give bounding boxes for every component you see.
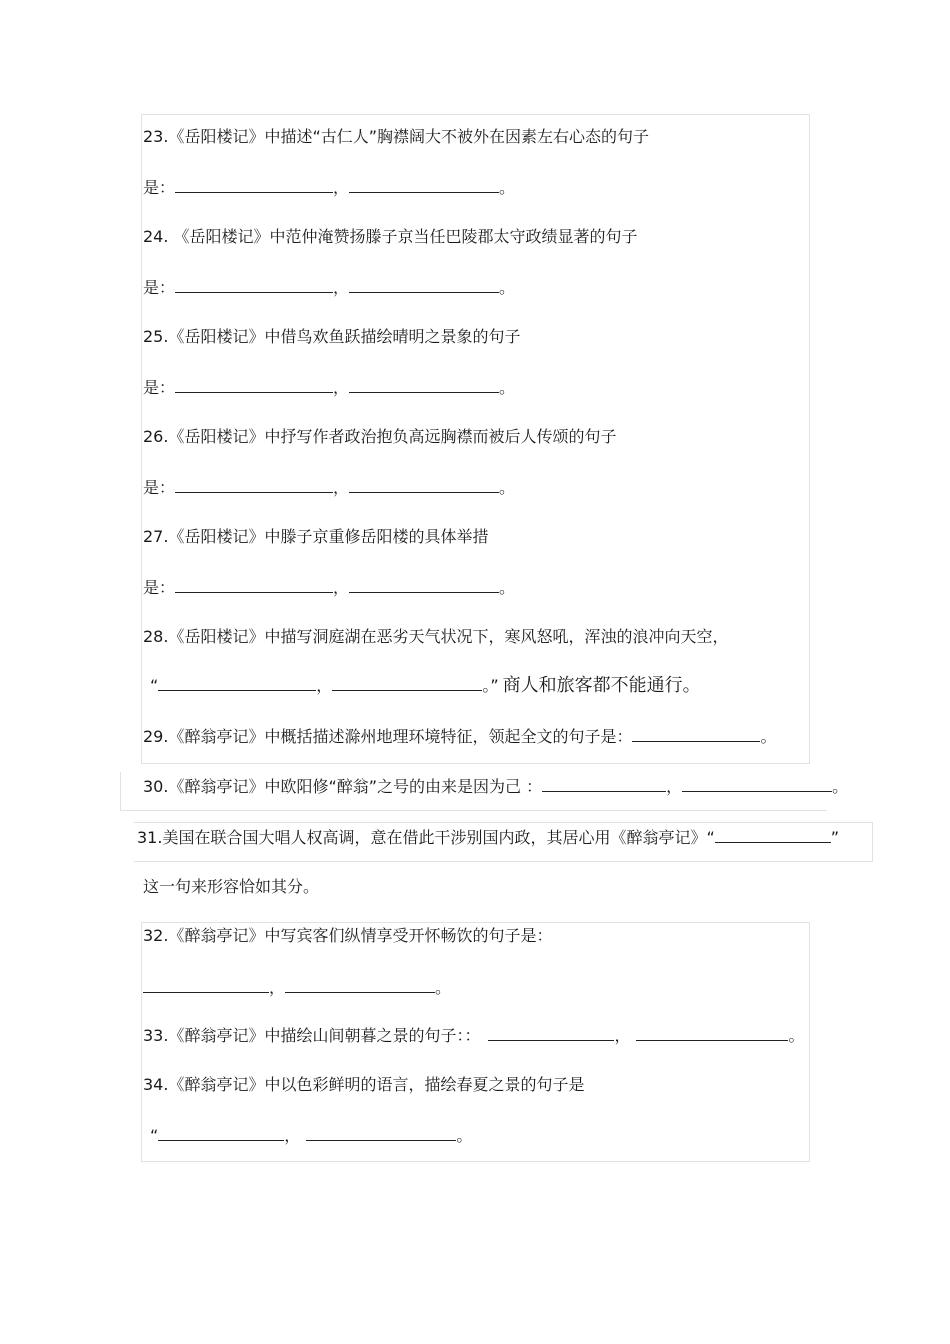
answer-blank-1[interactable] <box>143 976 269 993</box>
question-33-text: 33.《醉翁亭记》中描绘山间朝暮之景的句子：： <box>143 1026 481 1045</box>
end-mark: 。 <box>499 578 516 597</box>
question-28-answer <box>150 674 701 697</box>
separator: ， <box>333 378 350 397</box>
answer-blank-1[interactable] <box>158 674 316 691</box>
question-33 <box>143 1024 804 1047</box>
question-24-text: 24. 《岳阳楼记》中范仲淹赞扬滕子京当任巴陵郡太守政绩显著的句子 <box>143 227 638 246</box>
question-30-text: 30.《醉翁亭记》中欧阳修“醉翁”之号的由来是因为己 ： <box>143 777 543 796</box>
answer-blank-1[interactable] <box>632 725 760 742</box>
answer-prefix: 是： <box>143 378 176 397</box>
answer-blank-2[interactable] <box>682 775 832 792</box>
answer-blank-1[interactable] <box>175 376 333 393</box>
question-32-text: 32.《醉翁亭记》中写宾客们纵情享受开怀畅饮的句子是： <box>143 926 553 945</box>
question-27-answer <box>143 576 515 599</box>
question-31-line2: 这一句来形容恰如其分。 <box>143 877 320 896</box>
end-mark: 。 <box>499 178 516 197</box>
question-23-answer <box>143 176 515 199</box>
answer-prefix: 是： <box>143 278 176 297</box>
end-mark: 。 <box>788 1026 805 1045</box>
question-34-text: 34.《醉翁亭记》中以色彩鲜明的语言，描绘春夏之景的句子是 <box>143 1075 585 1094</box>
answer-blank-2[interactable] <box>349 376 499 393</box>
answer-blank-1[interactable] <box>175 476 333 493</box>
answer-blank-1[interactable] <box>175 176 333 193</box>
end-mark: 。 <box>760 727 777 746</box>
end-mark: 。 <box>499 278 516 297</box>
separator: ， <box>333 178 350 197</box>
close-quote: ” <box>830 828 840 847</box>
question-30 <box>143 775 848 798</box>
question-29 <box>143 725 776 748</box>
answer-blank-1[interactable] <box>175 576 333 593</box>
end-mark: 。 <box>499 378 516 397</box>
question-24-answer <box>143 276 515 299</box>
open-quote: “ <box>150 1126 159 1145</box>
answer-blank-2[interactable] <box>349 476 499 493</box>
answer-blank-1[interactable] <box>175 276 333 293</box>
answer-blank-1[interactable] <box>158 1124 284 1141</box>
separator: ， <box>333 278 350 297</box>
answer-blank-1[interactable] <box>488 1024 614 1041</box>
answer-blank-2[interactable] <box>349 576 499 593</box>
question-32-answer <box>143 976 451 999</box>
answer-prefix: 是： <box>143 578 176 597</box>
separator: ， <box>614 1026 631 1045</box>
close-quote: 。” <box>482 676 499 695</box>
answer-blank-2[interactable] <box>332 674 482 691</box>
end-mark: 。 <box>456 1126 473 1145</box>
answer-blank-2[interactable] <box>636 1024 788 1041</box>
question-34-answer <box>150 1124 472 1147</box>
answer-blank-1[interactable] <box>715 826 831 843</box>
question-25-answer <box>143 376 515 399</box>
question-31-text: 31.美国在联合国大唱人权高调，意在借此干涉别国内政，其居心用《醉翁亭记》“ <box>137 828 715 847</box>
question-27-text: 27.《岳阳楼记》中滕子京重修岳阳楼的具体举措 <box>143 527 489 546</box>
answer-prefix: 是： <box>143 178 176 197</box>
question-26-answer <box>143 476 515 499</box>
question-28-text: 28.《岳阳楼记》中描写洞庭湖在恶劣天气状况下，寒风怒吼，浑浊的浪冲向天空， <box>143 627 729 646</box>
answer-blank-2[interactable] <box>349 176 499 193</box>
question-25-text: 25.《岳阳楼记》中借鸟欢鱼跃描绘晴明之景象的句子 <box>143 327 521 346</box>
question-31 <box>137 826 839 849</box>
end-mark: 。 <box>832 777 849 796</box>
question-28-tail: 商人和旅客都不能通行。 <box>502 675 701 696</box>
question-26-text: 26.《岳阳楼记》中抒写作者政治抱负高远胸襟而被后人传颂的句子 <box>143 427 617 446</box>
question-23-text: 23.《岳阳楼记》中描述“古仁人”胸襟阔大不被外在因素左右心态的句子 <box>143 127 650 146</box>
separator: ， <box>284 1126 301 1145</box>
separator: ， <box>333 578 350 597</box>
separator: ， <box>333 478 350 497</box>
open-quote: “ <box>150 676 159 695</box>
answer-blank-2[interactable] <box>349 276 499 293</box>
answer-blank-2[interactable] <box>285 976 435 993</box>
answer-prefix: 是： <box>143 478 176 497</box>
question-29-text: 29.《醉翁亭记》中概括描述滁州地理环境特征，领起全文的句子是： <box>143 727 633 746</box>
end-mark: 。 <box>435 978 452 997</box>
separator: ， <box>316 676 333 695</box>
answer-blank-1[interactable] <box>542 775 666 792</box>
separator: ， <box>269 978 286 997</box>
answer-blank-2[interactable] <box>306 1124 456 1141</box>
end-mark: 。 <box>499 478 516 497</box>
separator: ， <box>666 777 683 796</box>
